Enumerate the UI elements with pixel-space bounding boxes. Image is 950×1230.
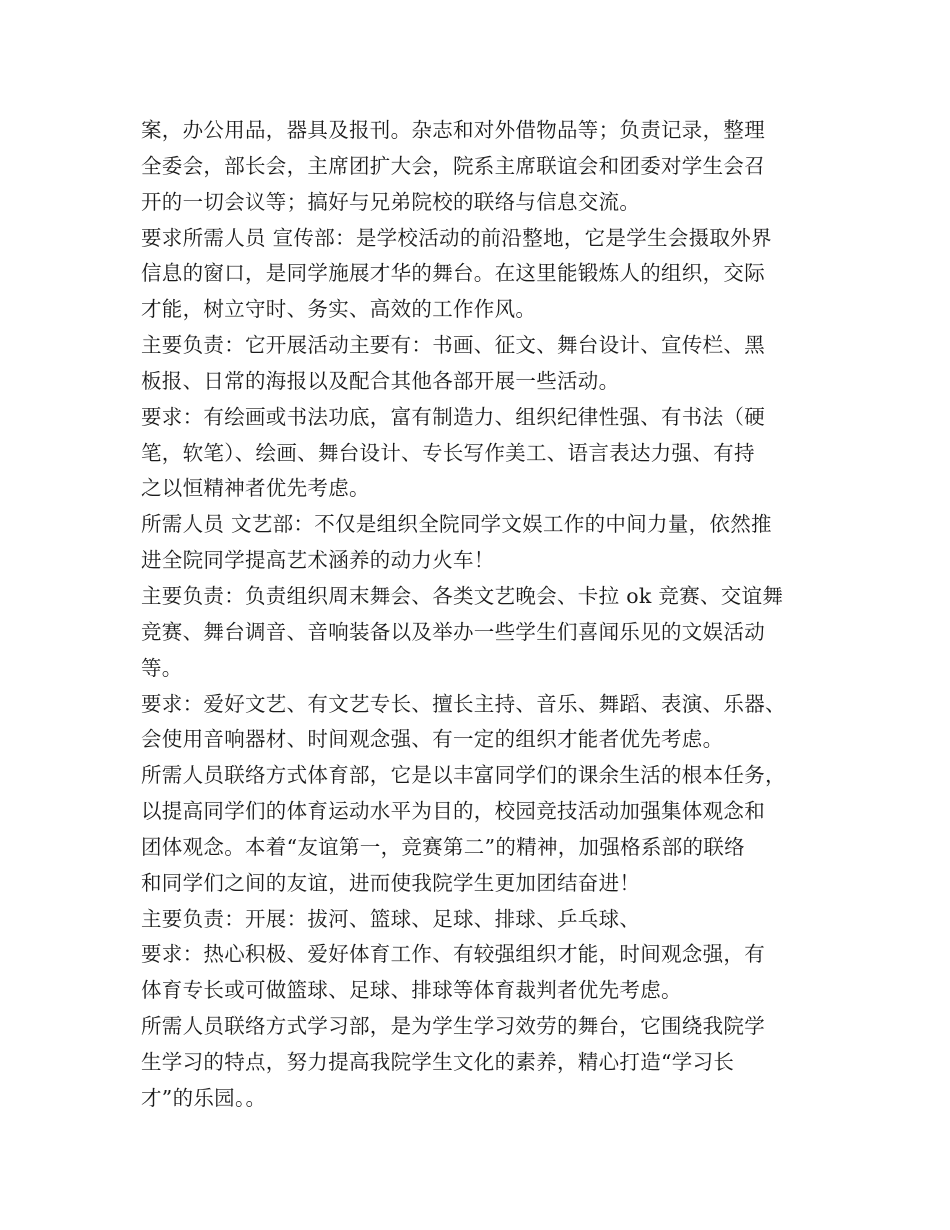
text-line: 全委会，部长会，主席团扩大会，院系主席联谊会和团委对学生会召 xyxy=(141,153,765,178)
text-line: 笔，软笔）、绘画、舞台设计、专长写作美工、语言表达力强、有持 xyxy=(141,440,755,465)
text-line: 之以恒精神者优先考虑。 xyxy=(141,476,370,501)
document-body-text xyxy=(141,113,825,1117)
text-line: 以提高同学们的体育运动水平为目的，校园竞技活动加强集体观念和 xyxy=(141,799,765,824)
text-line: 团体观念。本着“友谊第一，竞赛第二”的精神，加强格系部的联络 xyxy=(141,834,745,859)
text-line: 要求所需人员 宣传部：是学校活动的前沿整地，它是学生会摄取外界 xyxy=(141,225,772,250)
text-line: 所需人员联络方式体育部，它是以丰富同学们的课余生活的根本任务， xyxy=(141,763,786,788)
text-line: 信息的窗口，是同学施展才华的舞台。在这里能锻炼人的组织，交际 xyxy=(141,261,765,286)
text-line: 要求：热心积极、爱好体育工作、有较强组织才能，时间观念强，有 xyxy=(141,942,765,967)
text-line: 所需人员联络方式学习部，是为学生学习效劳的舞台，它围绕我院学 xyxy=(141,1014,765,1039)
text-line: 要求：爱好文艺、有文艺专长、擅长主持、音乐、舞蹈、表演、乐器、 xyxy=(141,691,786,716)
text-line: 主要负责：负责组织周末舞会、各类文艺晚会、卡拉 ok 竞赛、交谊舞 xyxy=(141,583,784,608)
text-line: 开的一切会议等；搞好与兄弟院校的联络与信息交流。 xyxy=(141,189,641,214)
text-line: 主要负责：开展：拔河、篮球、足球、排球、乒乓球、 xyxy=(141,906,641,931)
text-line: 所需人员 文艺部：不仅是组织全院同学文娱工作的中间力量，依然推 xyxy=(141,512,772,537)
text-line: 竞赛、舞台调音、音响装备以及举办一些学生们喜闻乐见的文娱活动 xyxy=(141,619,765,644)
text-line: 会使用音响器材、时间观念强、有一定的组织才能者优先考虑。 xyxy=(141,727,724,752)
text-line: 要求：有绘画或书法功底，富有制造力、组织纪律性强、有书法（硬 xyxy=(141,404,765,429)
text-line: 和同学们之间的友谊，进而使我院学生更加团结奋进！ xyxy=(141,870,641,895)
text-line: 板报、日常的海报以及配合其他各部开展一些活动。 xyxy=(141,368,620,393)
text-line: 才能，树立守时、务实、高效的工作作风。 xyxy=(141,297,537,322)
text-line: 体育专长或可做篮球、足球、排球等体育裁判者优先考虑。 xyxy=(141,978,682,1003)
text-line: 才”的乐园。。 xyxy=(141,1085,267,1110)
text-line: 生学习的特点，努力提高我院学生文化的素养，精心打造“学习长 xyxy=(141,1049,735,1074)
text-line: 案，办公用品，器具及报刊。杂志和对外借物品等；负责记录，整理 xyxy=(141,118,765,142)
text-line: 进全院同学提高艺术涵养的动力火车！ xyxy=(141,548,495,573)
text-line: 等。 xyxy=(141,655,183,680)
text-line: 主要负责：它开展活动主要有：书画、征文、舞台设计、宣传栏、黑 xyxy=(141,333,765,358)
